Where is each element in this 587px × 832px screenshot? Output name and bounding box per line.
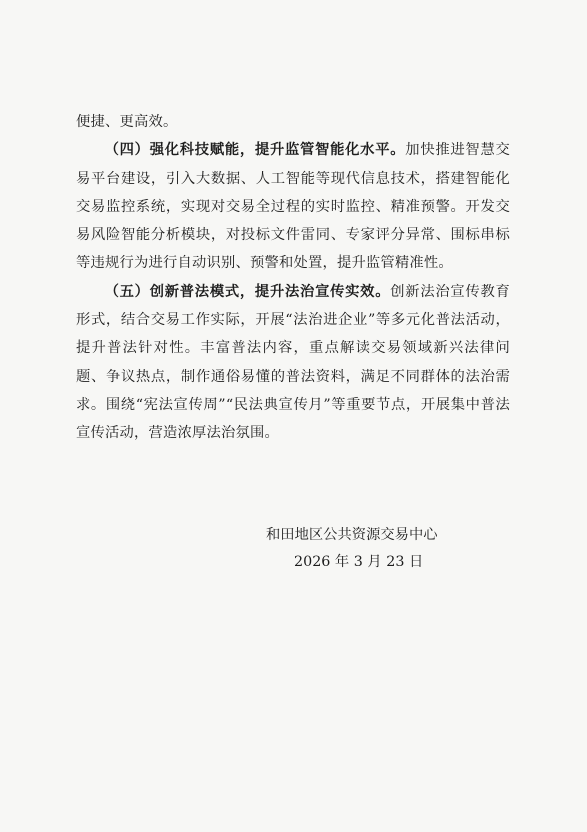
section-four-body: 加快推进智慧交易平台建设，引入大数据、人工智能等现代信息技术，搭建智能化交易监控系统，实现对交易全过程的实时监控、精准预警。开发交易风险智能分析模块，对投标文件雷同、专家评分异常、围标串标等违规行为进行自动识别、预警和处置，提升监管精准性。 (76, 142, 511, 272)
paragraph-continuation: 便捷、更高效。 (76, 114, 178, 130)
section-five-body: 创新法治宣传教育形式，结合交易工作实际，开展“法治进企业”等多元化普法活动，提升普法针对性。丰富普法内容，重点解读交易领域新兴法律问题、争议热点，制作通俗易懂的普法资料，满足不同群体的法治需求。围绕“宪法宣传周”“民法典宣传月”等重要节点，开展集中普法宣传活动，营造浓厚法治氛围。 (76, 283, 510, 442)
paragraph-section-five (76, 278, 510, 448)
section-five-heading: （五）创新普法模式，提升法治宣传实效。 (104, 283, 391, 300)
signature-date: 2026 年 3 月 23 日 (294, 554, 424, 570)
paragraph-section-four (76, 136, 510, 277)
signature-organization: 和田地区公共资源交易中心 (266, 527, 438, 543)
section-four-heading: （四）强化科技赋能，提升监管智能化水平。 (104, 142, 406, 159)
document-body (76, 108, 510, 448)
signature-block (266, 522, 466, 576)
